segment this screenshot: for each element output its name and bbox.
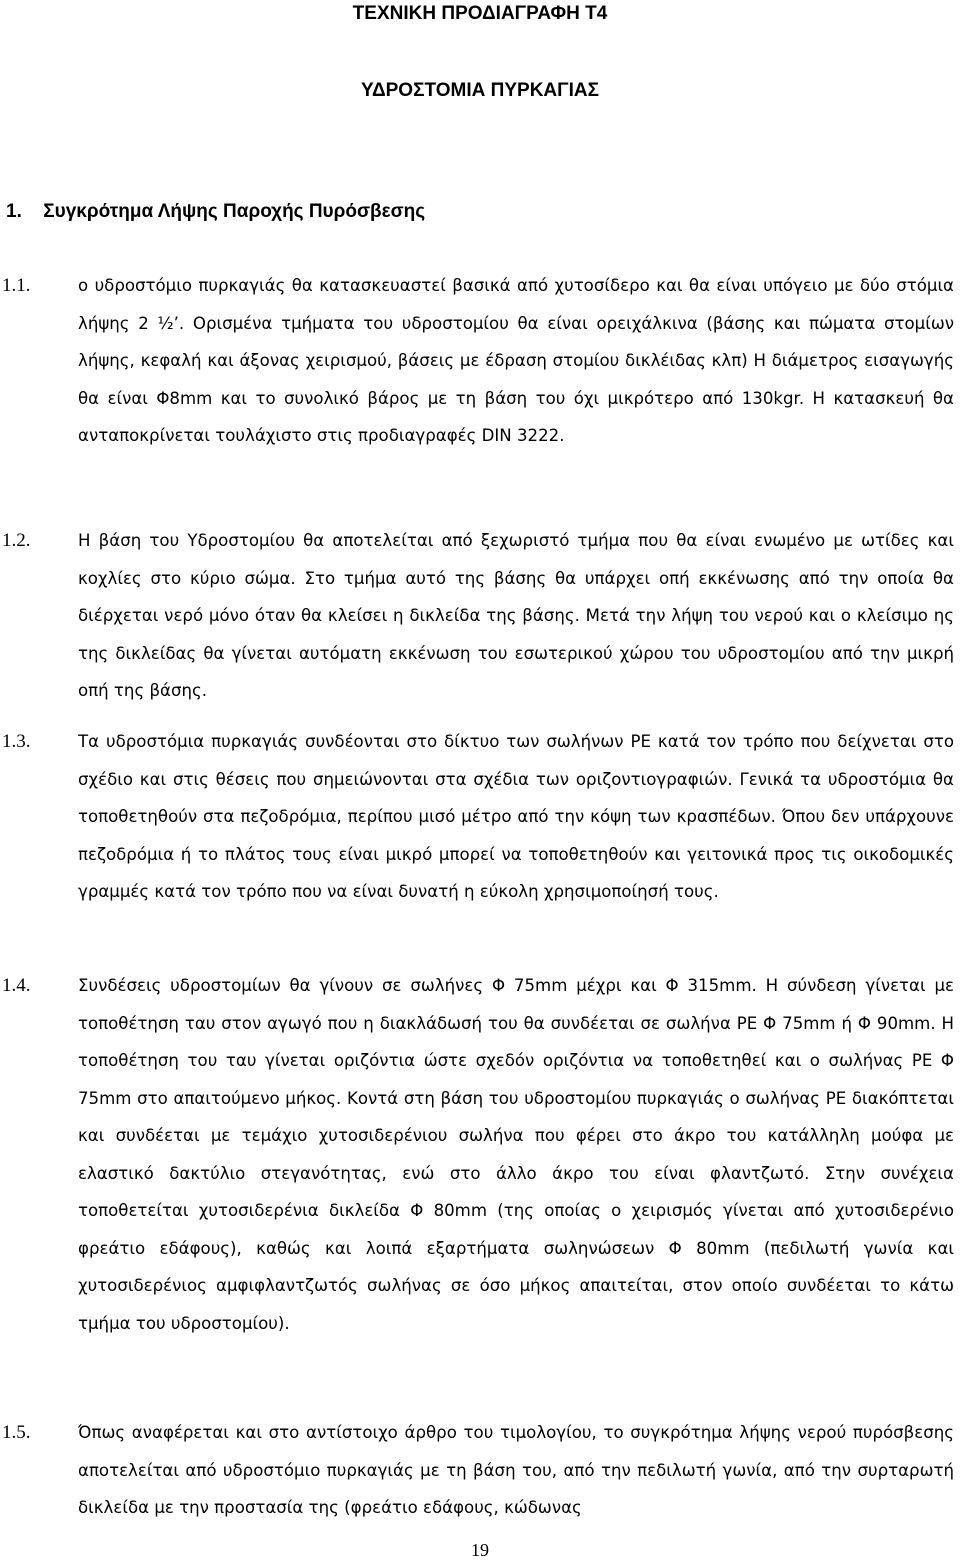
item-number: 1.2. [2, 530, 31, 551]
section-heading [6, 201, 425, 223]
item-text: Η βάση του Υδροστομίου θα αποτελείται από ξεχωριστό τμήμα που θα είναι ενωμένο με ωτίδες και κοχλίες στο κύριο σώμα. Στο τμήμα αυτό της βάσης θα υπάρχει οπή εκκένωσης από την οποία θα διέρχεται νερό μόνο όταν θα κλείσει η δικλείδα της βάσης. Μετά την λήψη του νερού και ο κλείσιμο ης της δικλείδας θα γίνεται αυτόματη εκκένωση του εσωτερικού χώρου του υδροστομίου από την μικρή οπή της βάσης. [78, 531, 954, 700]
section-number: 1. [6, 201, 22, 222]
page-number: 19 [471, 1540, 489, 1560]
item-text: Όπως αναφέρεται και στο αντίστοιχο άρθρο του τιμολογίου, το συγκρότημα λήψης νερού πυρόσβεσης αποτελείται από υδροστόμιο πυρκαγιάς με τη βάση του, από την πεδιλωτή γωνία, από την συρταρωτή δικλείδα με την προστασία της (φρεάτιο εδάφους, κώδωνας [78, 1423, 954, 1517]
document-title: ΤΕΧΝΙΚΗ ΠΡΟΔΙΑΓΡΑΦΗ Τ4 [352, 3, 608, 24]
item-number: 1.4. [2, 975, 31, 996]
item-text: Τα υδροστόμια πυρκαγιάς συνδέονται στο δίκτυο των σωλήνων PE κατά τον τρόπο που δείχνεται στο σχέδιο και στις θέσεις που σημειώνονται στα σχέδια των οριζοντιογραφιών. Γενικά τα υδροστόμια θα τοποθετηθούν στα πεζοδρόμια, περίπου μισό μέτρο από την κόψη των κρασπέδων. Όπου δεν υπάρχουνε πεζοδρόμια ή το πλάτος τους είναι μικρό μπορεί να τοποθετηθούν και γειτονικά προς τις οικοδομικές γραμμές κατά τον τρόπο που να είναι δυνατή η εύκολη χρησιμοποίησή τους. [78, 732, 954, 901]
section-heading-text: Συγκρότημα Λήψης Παροχής Πυρόσβεσης [43, 201, 426, 222]
document-subtitle: ΥΔΡΟΣΤΟΜΙΑ ΠΥΡΚΑΓΙΑΣ [361, 80, 599, 101]
item-number: 1.1. [2, 275, 31, 296]
item-number: 1.3. [2, 731, 31, 752]
item-text: ο υδροστόμιο πυρκαγιάς θα κατασκευαστεί βασικά από χυτοσίδερο και θα είναι υπόγειο με δύο στόμια λήψης 2 ½’. Ορισμένα τμήματα του υδροστομίου θα είναι ορειχάλκινα (βάσης και πώματα στομίων λήψης, κεφαλή και άξονας χειρισμού, βάσεις με έδραση στομίου δικλέιδας κλπ) Η διάμετρος εισαγωγής θα είναι Φ8mm και το συνολικό βάρος με τη βάση του όχι μικρότερο από 130kgr. Η κατασκευή θα ανταποκρίνεται τουλάχιστο στις προδιαγραφές DIN 3222. [78, 276, 954, 445]
item-number: 1.5. [2, 1422, 31, 1443]
item-text: Συνδέσεις υδροστομίων θα γίνουν σε σωλήνες Φ 75mm μέχρι και Φ 315mm. Η σύνδεση γίνεται με τοποθέτηση ταυ στον αγωγό που η διακλάδωσή του θα συνδέεται σε σωλήνα PE Φ 75mm ή Φ 90mm. Η τοποθέτηση του ταυ γίνεται οριζόντια ώστε σχεδόν οριζόντια να τοποθετηθεί και ο σωλήνας PE Φ 75mm στο απαιτούμενο μήκος. Κοντά στη βάση του υδροστομίου πυρκαγιάς ο σωλήνας PE διακόπτεται και συνδέεται με τεμάχιο χυτοσιδερένιου σωλήνα που φέρει στο άκρο του κατάλληλη μούφα με ελαστικό δακτύλιο στεγανότητας, ενώ στο άλλο άκρο του είναι φλαντζωτό. Στην συνέχεια τοποθετείται χυτοσιδερένια δικλείδα Φ 80mm (της οποίας ο χειρισμός γίνεται από χυτοσιδερένιο φρεάτιο εδάφους), καθώς και λοιπά εξαρτήματα σωληνώσεων Φ 80mm (πεδιλωτή γωνία και χυτοσιδερένιος αμφιφλαντζωτός σωλήνας σε όσο μήκος απαιτείται, στον οποίο συνδέεται το κάτω τμήμα του υδροστομίου). [78, 976, 954, 1333]
